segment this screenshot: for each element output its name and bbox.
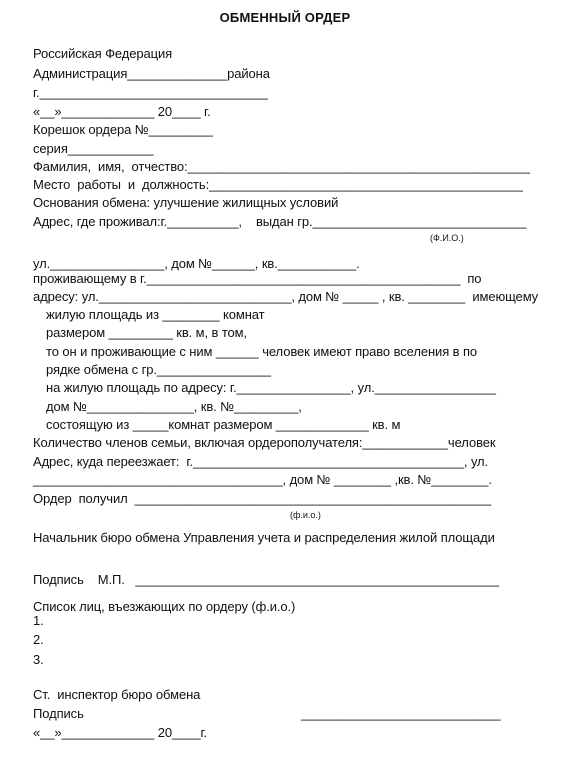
full-name-line: Фамилия, имя, отчество:________________________________________________ (33, 159, 530, 174)
date-line: «__»_____________ 20____ г. (33, 104, 211, 119)
administration-line: Администрация______________района (33, 66, 270, 81)
street-line: ул.________________, дом №______, кв.___________. (33, 256, 360, 271)
living-space-rooms-line: жилую площадь из ________ комнат (46, 307, 265, 322)
move-in-right-line: то он и проживающие с ним ______ человек имеют право вселения в по (46, 344, 478, 359)
residing-city-line: проживающему в г.____________________________________________ по (33, 271, 482, 286)
residing-address-line: адресу: ул.___________________________, дом № _____ , кв. ________ имеющему (33, 289, 539, 304)
moving-address-line: Адрес, куда переезжает: г.______________________________________, ул. (33, 454, 489, 469)
inspector-line: Ст. инспектор бюро обмена (33, 687, 201, 702)
final-date-line: «__»_____________ 20____г. (33, 725, 208, 740)
moving-address-house-line: ___________________________________, дом № ________ ,кв. №________. (33, 472, 492, 487)
living-space-size-line: размером _________ кв. м, в том, (46, 325, 248, 340)
rooms-size-line: состоящую из _____комнат размером _____________ кв. м (46, 417, 401, 432)
family-members-line: Количество членов семьи, включая ордерополучателя:____________человек (33, 435, 496, 450)
new-address-line: на жилую площадь по адресу: г.________________, ул._________________ (46, 380, 496, 395)
persons-list-heading: Список лиц, въезжающих по ордеру (ф.и.о.) (33, 599, 296, 614)
stub-number-line: Корешок ордера №_________ (33, 122, 213, 137)
persons-list-item-1: 1. (33, 613, 44, 628)
exchange-basis-line: Основания обмена: улучшение жилищных условий (33, 195, 339, 210)
fio-caption-lower: (ф.и.о.) (290, 510, 321, 520)
exchange-with-line: рядке обмена с гр.________________ (46, 362, 271, 377)
document-title: ОБМЕННЫЙ ОРДЕР (219, 10, 351, 25)
fio-caption-upper: (Ф.И.О.) (430, 233, 464, 243)
new-house-line: дом №_______________, кв. №_________, (46, 399, 302, 414)
order-received-line: Ордер получил __________________________________________________ (33, 491, 492, 506)
persons-list-item-3: 3. (33, 652, 44, 667)
city-line: г.________________________________ (33, 85, 268, 100)
persons-list-item-2: 2. (33, 632, 44, 647)
signature-stamp-line: Подпись М.П. ___________________________________________________ (33, 572, 499, 587)
bureau-head-line: Начальник бюро обмена Управления учета и распределения жилой площади (33, 530, 495, 545)
series-line: серия____________ (33, 141, 154, 156)
workplace-line: Место работы и должность:____________________________________________ (33, 177, 523, 192)
country-line: Российская Федерация (33, 46, 173, 61)
inspector-signature-blank: ____________________________ (301, 706, 501, 721)
previous-address-line: Адрес, где проживал:г.__________, выдан гр.______________________________ (33, 214, 527, 229)
inspector-signature-label: Подпись (33, 706, 84, 721)
